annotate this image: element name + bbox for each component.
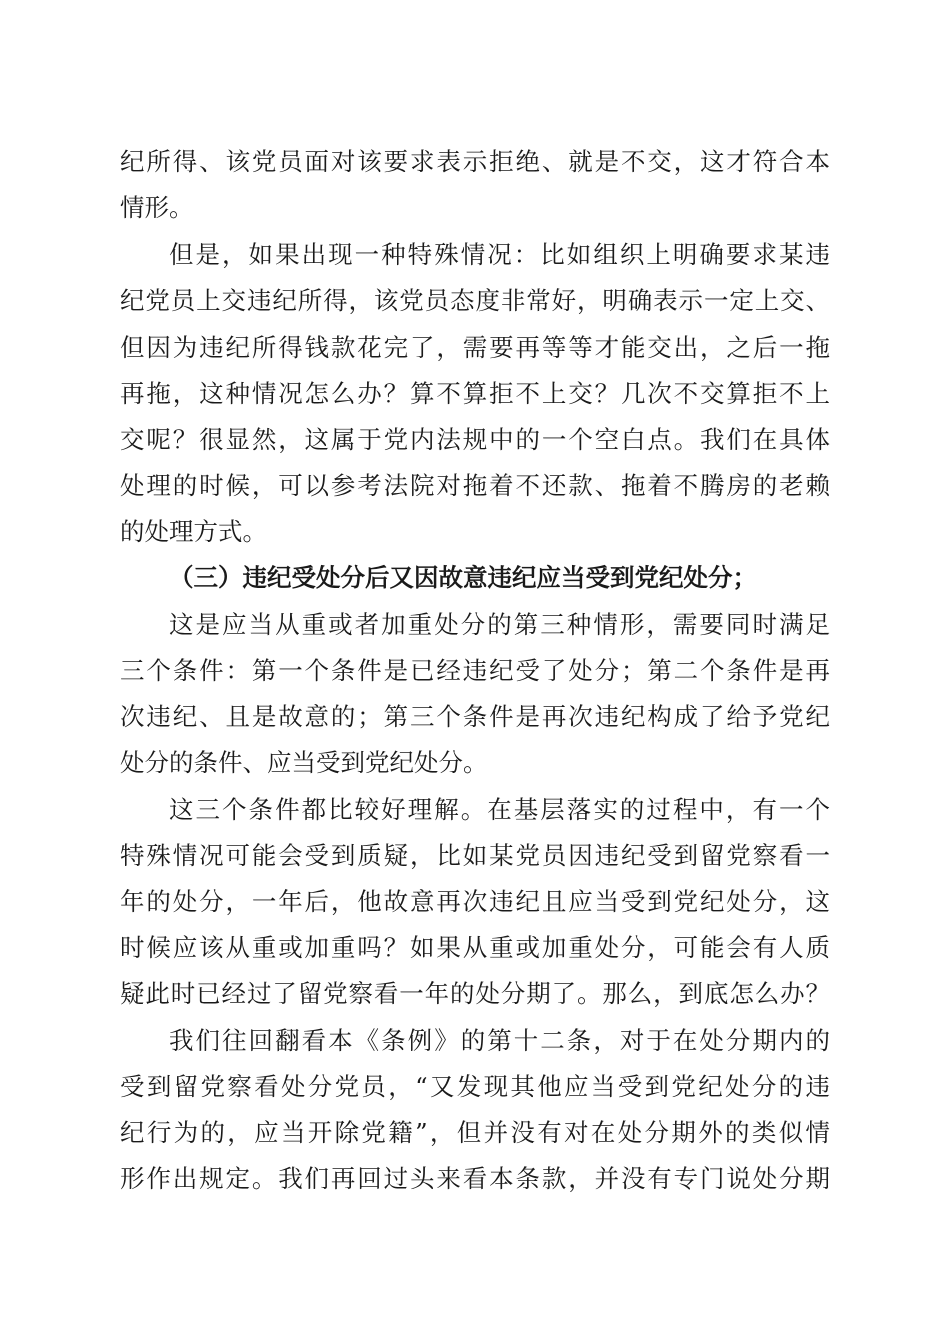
text-line: 处分的条件、应当受到党纪处分。 xyxy=(120,748,488,777)
text-line: 受到留党察看处分党员，“又发现其他应当受到党纪处分的违 xyxy=(120,1072,830,1101)
text-line: 但因为违纪所得钱款花完了，需要再等等才能交出，之后一拖 xyxy=(120,333,830,362)
text-line: 再拖，这种情况怎么办？算不算拒不上交？几次不交算拒不上 xyxy=(120,379,830,408)
text-line: 特殊情况可能会受到质疑，比如某党员因违纪受到留党察看一 xyxy=(120,841,830,870)
paragraph-first-line: 但是，如果出现一种特殊情况：比如组织上明确要求某违 xyxy=(169,240,830,269)
text-line: 次违纪、且是故意的；第三个条件是再次违纪构成了给予党纪 xyxy=(120,702,830,731)
section-heading: （三）违纪受处分后又因故意违纪应当受到党纪处分； xyxy=(169,563,757,592)
text-line: 年的处分，一年后，他故意再次违纪且应当受到党纪处分，这 xyxy=(120,887,830,916)
text-line: 形作出规定。我们再回过头来看本条款，并没有专门说处分期 xyxy=(120,1164,830,1193)
text-line: 情形。 xyxy=(120,193,194,222)
paragraph-first-line: 这是应当从重或者加重处分的第三种情形，需要同时满足 xyxy=(169,610,830,639)
text-line: 处理的时候，可以参考法院对拖着不还款、拖着不腾房的老赖 xyxy=(120,471,830,500)
text-line: 的处理方式。 xyxy=(120,517,267,546)
text-line: 时候应该从重或加重吗？如果从重或加重处分，可能会有人质 xyxy=(120,933,830,962)
paragraph-first-line: 这三个条件都比较好理解。在基层落实的过程中，有一个 xyxy=(169,795,830,824)
text-line: 交呢？很显然，这属于党内法规中的一个空白点。我们在具体 xyxy=(120,425,830,454)
text-line: 纪所得、该党员面对该要求表示拒绝、就是不交，这才符合本 xyxy=(120,147,830,176)
text-line: 三个条件：第一个条件是已经违纪受了处分；第二个条件是再 xyxy=(120,656,830,685)
text-line: 纪党员上交违纪所得，该党员态度非常好，明确表示一定上交、 xyxy=(120,286,830,315)
text-line: 疑此时已经过了留党察看一年的处分期了。那么，到底怎么办？ xyxy=(120,979,830,1008)
paragraph-first-line: 我们往回翻看本《条例》的第十二条，对于在处分期内的 xyxy=(169,1026,830,1055)
text-line: 纪行为的，应当开除党籍”，但并没有对在处分期外的类似情 xyxy=(120,1118,830,1147)
